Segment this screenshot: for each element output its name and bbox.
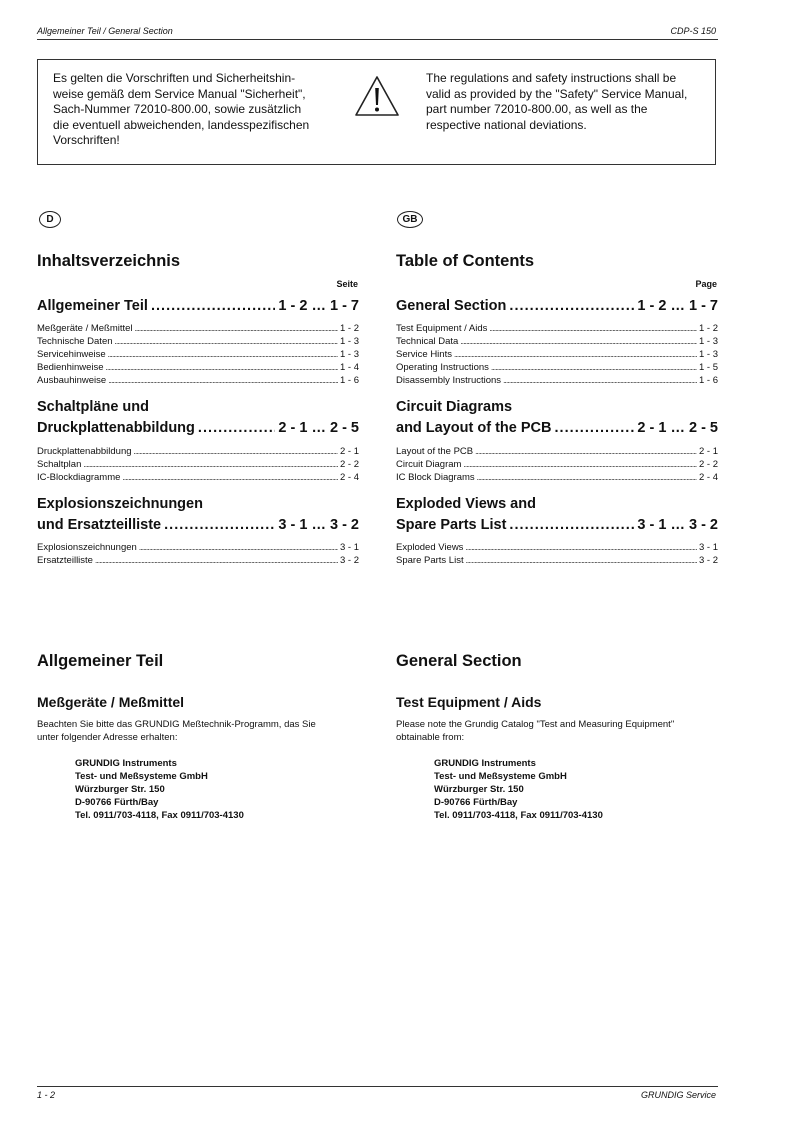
toc-item-label: Explosionszeichnungen <box>37 542 137 553</box>
address-line: Würzburger Str. 150 <box>434 784 524 795</box>
toc-item-row[interactable] <box>37 457 359 470</box>
toc-leader-dots <box>509 517 634 533</box>
page-column-label-en: Page <box>695 279 717 289</box>
warning-en-line: The regulations and safety instructions shall be <box>426 71 677 85</box>
toc-section-label: Druckplattenabbildung <box>37 420 195 436</box>
toc-item-row[interactable] <box>396 457 718 470</box>
toc-leader-dots <box>503 375 697 386</box>
toc-leader-dots <box>554 420 634 436</box>
toc-item-page: 1 - 4 <box>339 362 359 373</box>
toc-item-page: 2 - 1 <box>339 446 359 457</box>
subsection-title-de: Meßgeräte / Meßmittel <box>37 694 185 710</box>
toc-item-label: Disassembly Instructions <box>396 375 502 386</box>
toc-section-pages: 2 - 1 … 2 - 5 <box>278 420 359 436</box>
toc-leader-dots <box>83 459 338 470</box>
toc-leader-dots <box>477 472 697 483</box>
toc-section-row[interactable] <box>396 296 718 314</box>
toc-section-label: und Ersatzteilliste <box>37 517 162 533</box>
toc-leader-dots <box>108 349 338 360</box>
toc-item-row[interactable] <box>37 360 359 373</box>
address-line: Test- und Meßsysteme GmbH <box>75 771 208 782</box>
warning-de-line: die eventuell abweichenden, landesspezifischen <box>53 117 310 132</box>
address-line: Würzburger Str. 150 <box>75 784 165 795</box>
toc-item-page: 1 - 3 <box>339 349 359 360</box>
toc-item-page: 1 - 2 <box>698 323 718 334</box>
toc-item-label: Ersatzteilliste <box>37 555 93 566</box>
toc-item-label: Technical Data <box>396 336 459 347</box>
toc-item-row[interactable] <box>37 553 359 566</box>
paragraph-line: Please note the Grundig Catalog "Test and Measuring Equipment" <box>396 719 675 730</box>
toc-leader-dots <box>454 349 697 360</box>
toc-section-label: Allgemeiner Teil <box>37 298 148 314</box>
toc-item-page: 1 - 3 <box>698 349 718 360</box>
toc-item-row[interactable] <box>396 540 718 553</box>
footer-rule <box>37 1086 718 1087</box>
toc-leader-dots <box>122 472 338 483</box>
warning-en-line: respective national deviations. <box>426 117 587 132</box>
address-line: Tel. 0911/703-4118, Fax 0911/703-4130 <box>434 810 603 821</box>
toc-section-label: General Section <box>396 298 507 314</box>
language-badge-de: D <box>39 211 61 228</box>
toc-item-row[interactable] <box>396 553 718 566</box>
toc-item-page: 1 - 3 <box>339 336 359 347</box>
toc-item-label: Bedienhinweise <box>37 362 104 373</box>
toc-section-pages: 3 - 1 … 3 - 2 <box>278 517 359 533</box>
toc-item-label: Spare Parts List <box>396 555 464 566</box>
warning-de-line: weise gemäß dem Service Manual "Sicherheit", <box>53 86 306 101</box>
toc-item-label: Circuit Diagram <box>396 459 462 470</box>
toc-item-row[interactable] <box>396 373 718 386</box>
toc-item-page: 2 - 1 <box>698 446 718 457</box>
page-column-label-de: Seite <box>336 279 358 289</box>
toc-section-row[interactable] <box>37 418 359 436</box>
toc-item-label: Technische Daten <box>37 336 113 347</box>
toc-item-label: IC Block Diagrams <box>396 472 475 483</box>
toc-item-row[interactable] <box>37 373 359 386</box>
warning-en-line: part number 72010-800.00, as well as the <box>426 102 648 116</box>
toc-section-pages: 1 - 2 … 1 - 7 <box>637 298 718 314</box>
toc-item-row[interactable] <box>396 360 718 373</box>
toc-item-row[interactable] <box>396 347 718 360</box>
header-rule <box>37 39 718 40</box>
toc-item-page: 3 - 2 <box>698 555 718 566</box>
header-right: CDP-S 150 <box>670 26 716 36</box>
warning-de-line: Sach-Nummer 72010-800.00, sowie zusätzlich <box>53 102 302 116</box>
footer-brand: GRUNDIG Service <box>640 1090 716 1100</box>
toc-leader-dots <box>95 555 338 566</box>
toc-item-row[interactable] <box>396 470 718 483</box>
toc-item-page: 2 - 4 <box>339 472 359 483</box>
toc-section-pages: 3 - 1 … 3 - 2 <box>637 517 718 533</box>
paragraph-line: Beachten Sie bitte das GRUNDIG Meßtechnik-Programm, das Sie <box>37 719 316 730</box>
toc-item-row[interactable] <box>37 321 359 334</box>
warning-text-de <box>53 71 329 149</box>
toc-section-row[interactable] <box>396 515 718 533</box>
toc-item-label: Meßgeräte / Meßmittel <box>37 323 133 334</box>
toc-item-page: 1 - 5 <box>698 362 718 373</box>
toc-leader-dots <box>509 298 634 314</box>
toc-section-row[interactable] <box>37 515 359 533</box>
address-line: GRUNDIG Instruments <box>75 758 177 769</box>
toc-item-row[interactable] <box>396 321 718 334</box>
toc-item-row[interactable] <box>37 470 359 483</box>
toc-item-page: 3 - 1 <box>698 542 718 553</box>
address-line: D-90766 Fürth/Bay <box>434 797 518 808</box>
toc-section-line1: Schaltpläne und <box>37 399 149 415</box>
toc-section-line1: Explosionszeichnungen <box>37 496 203 512</box>
toc-leader-dots <box>475 446 697 457</box>
toc-item-label: Ausbauhinweise <box>37 375 107 386</box>
address-line: Test- und Meßsysteme GmbH <box>434 771 567 782</box>
toc-item-label: Layout of the PCB <box>396 446 474 457</box>
toc-item-label: IC-Blockdiagramme <box>37 472 121 483</box>
toc-item-label: Service Hints <box>396 349 452 360</box>
toc-item-label: Operating Instructions <box>396 362 489 373</box>
toc-leader-dots <box>115 336 338 347</box>
toc-leader-dots <box>134 446 338 457</box>
toc-item-row[interactable] <box>37 540 359 553</box>
toc-item-row[interactable] <box>37 334 359 347</box>
toc-item-page: 1 - 2 <box>339 323 359 334</box>
toc-section-pages: 2 - 1 … 2 - 5 <box>637 420 718 436</box>
toc-leader-dots <box>491 362 697 373</box>
toc-item-page: 2 - 4 <box>698 472 718 483</box>
toc-item-label: Servicehinweise <box>37 349 106 360</box>
safety-warning-box <box>37 59 716 165</box>
footer-page-number: 1 - 2 <box>37 1090 56 1100</box>
toc-leader-dots <box>135 323 338 334</box>
toc-item-label: Schaltplan <box>37 459 82 470</box>
header-left: Allgemeiner Teil / General Section <box>37 26 173 36</box>
toc-leader-dots <box>463 459 697 470</box>
toc-item-page: 1 - 6 <box>698 375 718 386</box>
toc-item-row[interactable] <box>37 347 359 360</box>
toc-title-de: Inhaltsverzeichnis <box>37 252 181 270</box>
toc-section-row[interactable] <box>396 418 718 436</box>
warning-text-en <box>426 71 704 133</box>
toc-item-label: Test Equipment / Aids <box>396 323 488 334</box>
warning-en-line: valid as provided by the "Safety" Service Manual, <box>426 86 688 101</box>
section-title-de: Allgemeiner Teil <box>37 652 164 670</box>
toc-leader-dots <box>198 420 276 436</box>
toc-item-row[interactable] <box>396 444 718 457</box>
toc-leader-dots <box>151 298 275 314</box>
toc-leader-dots <box>139 542 338 553</box>
toc-leader-dots <box>465 542 697 553</box>
toc-section-label: Spare Parts List <box>396 517 507 533</box>
address-block-de <box>75 757 244 822</box>
toc-item-page: 1 - 3 <box>698 336 718 347</box>
language-badge-gb: GB <box>397 211 423 228</box>
paragraph-line: unter folgender Adresse erhalten: <box>37 732 178 743</box>
toc-section-line1: Circuit Diagrams <box>396 399 513 415</box>
toc-leader-dots <box>489 323 697 334</box>
paragraph-line: obtainable from: <box>396 732 465 743</box>
toc-section-label: and Layout of the PCB <box>396 420 552 436</box>
toc-section-line1: Exploded Views and <box>396 496 536 512</box>
toc-item-row[interactable] <box>396 334 718 347</box>
toc-item-page: 3 - 2 <box>339 555 359 566</box>
intro-paragraph-de <box>37 718 359 744</box>
toc-leader-dots <box>108 375 338 386</box>
toc-leader-dots <box>164 517 275 533</box>
toc-leader-dots <box>460 336 697 347</box>
address-block-en <box>434 757 603 822</box>
toc-item-page: 3 - 1 <box>339 542 359 553</box>
toc-item-label: Druckplattenabbildung <box>37 446 132 457</box>
toc-item-page: 1 - 6 <box>339 375 359 386</box>
toc-section-row[interactable] <box>37 296 359 314</box>
address-line: GRUNDIG Instruments <box>434 758 536 769</box>
toc-item-label: Exploded Views <box>396 542 464 553</box>
address-line: Tel. 0911/703-4118, Fax 0911/703-4130 <box>75 810 244 821</box>
toc-title-en: Table of Contents <box>396 252 535 270</box>
subsection-title-en: Test Equipment / Aids <box>396 694 542 710</box>
toc-leader-dots <box>466 555 697 566</box>
address-line: D-90766 Fürth/Bay <box>75 797 159 808</box>
warning-triangle-icon <box>354 75 400 117</box>
intro-paragraph-en <box>396 718 718 744</box>
warning-de-line: Es gelten die Vorschriften und Sicherheitshin- <box>53 71 296 85</box>
toc-section-pages: 1 - 2 … 1 - 7 <box>278 298 359 314</box>
toc-leader-dots <box>106 362 338 373</box>
warning-de-line: Vorschriften! <box>53 133 120 147</box>
toc-item-page: 2 - 2 <box>339 459 359 470</box>
toc-item-page: 2 - 2 <box>698 459 718 470</box>
section-title-en: General Section <box>396 652 522 670</box>
toc-item-row[interactable] <box>37 444 359 457</box>
